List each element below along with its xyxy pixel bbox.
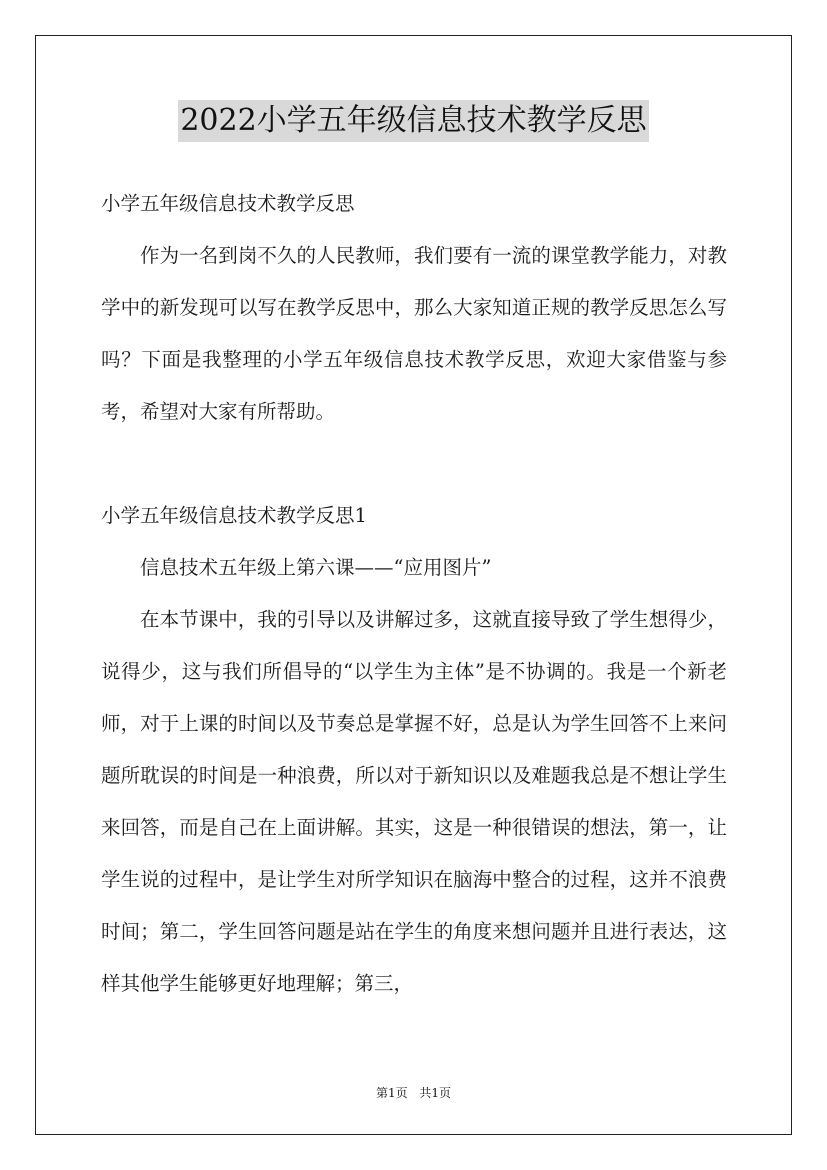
section-spacer (101, 438, 727, 490)
page-footer (0, 1084, 827, 1101)
page-number: 第1页 (375, 1086, 408, 1100)
section1-subtitle: 信息技术五年级上第六课——“应用图片” (140, 556, 492, 579)
title-container (0, 100, 827, 142)
document-title: 2022小学五年级信息技术教学反思 (178, 100, 648, 142)
section1-heading: 小学五年级信息技术教学反思1 (101, 504, 367, 527)
page-total: 共1页 (419, 1086, 452, 1100)
document-heading: 小学五年级信息技术教学反思 (101, 192, 355, 215)
intro-paragraph: 作为一名到岗不久的人民教师，我们要有一流的课堂教学能力，对教学中的新发现可以写在教学反思中，那么大家知道正规的教学反思怎么写吗？下面是我整理的小学五年级信息技术教学反思，欢迎大家借鉴与参考，希望对大家有所帮助。 (101, 244, 727, 423)
section1-body-paragraph: 在本节课中，我的引导以及讲解过多，这就直接导致了学生想得少，说得少，这与我们所倡导的“以学生为主体”是不协调的。我是一个新老师，对于上课的时间以及节奏总是掌握不好，总是认为学生回答不上来问题所耽误的时间是一种浪费，所以对于新知识以及难题我总是不想让学生来回答，而是自己在上面讲解。其实，这是一种很错误的想法，第一，让学生说的过程中，是让学生对所学知识在脑海中整合的过程，这并不浪费时间；第二，学生回答问题是站在学生的角度来想问题并且进行表达，这样其他学生能够更好地理解；第三， (101, 608, 727, 995)
document-body (101, 178, 727, 1010)
